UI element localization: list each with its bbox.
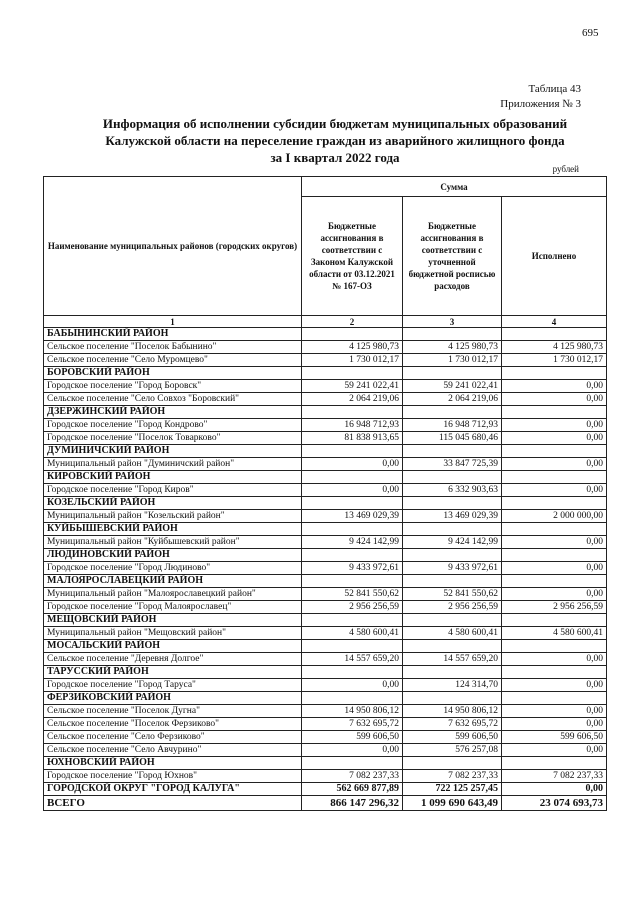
district-name: ДУМИНИЧСКИЙ РАЙОН bbox=[44, 445, 302, 458]
municipality-row bbox=[44, 627, 607, 640]
district-empty-cell bbox=[302, 692, 403, 705]
executed-amount: 0,00 bbox=[502, 562, 607, 575]
municipality-row bbox=[44, 458, 607, 471]
header-plan-column: Бюджетные ассигнования в соответствии с уточненной бюджетной росписью расходов bbox=[403, 197, 502, 316]
district-empty-cell bbox=[302, 367, 403, 380]
table-label: Таблица 43 bbox=[528, 83, 581, 95]
executed-amount: 0,00 bbox=[502, 380, 607, 393]
total-plan-amount: 1 099 690 643,49 bbox=[403, 796, 502, 811]
district-header-row bbox=[44, 367, 607, 380]
executed-amount: 0,00 bbox=[502, 653, 607, 666]
district-empty-cell bbox=[302, 445, 403, 458]
district-empty-cell bbox=[502, 406, 607, 419]
district-empty-cell bbox=[302, 666, 403, 679]
district-name: ДЗЕРЖИНСКИЙ РАЙОН bbox=[44, 406, 302, 419]
municipality-name: Городское поселение "Поселок Товарково" bbox=[44, 432, 302, 445]
municipality-row bbox=[44, 354, 607, 367]
plan-amount: 14 950 806,12 bbox=[403, 705, 502, 718]
executed-amount: 0,00 bbox=[502, 419, 607, 432]
district-header-row bbox=[44, 523, 607, 536]
district-empty-cell bbox=[403, 692, 502, 705]
law-amount: 52 841 550,62 bbox=[302, 588, 403, 601]
total-law-amount: 866 147 296,32 bbox=[302, 796, 403, 811]
executed-amount: 4 580 600,41 bbox=[502, 627, 607, 640]
law-amount: 4 125 980,73 bbox=[302, 341, 403, 354]
law-amount: 0,00 bbox=[302, 679, 403, 692]
district-empty-cell bbox=[302, 614, 403, 627]
header-law-column: Бюджетные ассигнования в соответствии с Законом Калужской области от 03.12.2021 № 167-ОЗ bbox=[302, 197, 403, 316]
district-empty-cell bbox=[403, 445, 502, 458]
municipality-row bbox=[44, 744, 607, 757]
plan-amount: 1 730 012,17 bbox=[403, 354, 502, 367]
district-empty-cell bbox=[403, 757, 502, 770]
header-number: 3 bbox=[403, 316, 502, 328]
document-title bbox=[70, 115, 600, 166]
executed-amount: 4 125 980,73 bbox=[502, 341, 607, 354]
district-empty-cell bbox=[403, 640, 502, 653]
district-header-row bbox=[44, 575, 607, 588]
plan-amount: 2 064 219,06 bbox=[403, 393, 502, 406]
municipality-name: Городское поселение "Город Таруса" bbox=[44, 679, 302, 692]
district-empty-cell bbox=[403, 614, 502, 627]
plan-amount: 9 433 972,61 bbox=[403, 562, 502, 575]
table-reference bbox=[500, 82, 581, 112]
municipality-name: Сельское поселение "Поселок Бабынино" bbox=[44, 341, 302, 354]
executed-amount: 2 956 256,59 bbox=[502, 601, 607, 614]
municipality-name: Муниципальный район "Козельский район" bbox=[44, 510, 302, 523]
district-empty-cell bbox=[403, 471, 502, 484]
plan-amount: 33 847 725,39 bbox=[403, 458, 502, 471]
district-name: МЕЩОВСКИЙ РАЙОН bbox=[44, 614, 302, 627]
law-amount: 0,00 bbox=[302, 484, 403, 497]
law-amount: 9 433 972,61 bbox=[302, 562, 403, 575]
district-empty-cell bbox=[403, 367, 502, 380]
district-empty-cell bbox=[302, 328, 403, 341]
municipality-row bbox=[44, 601, 607, 614]
executed-amount: 1 730 012,17 bbox=[502, 354, 607, 367]
law-amount: 59 241 022,41 bbox=[302, 380, 403, 393]
plan-amount: 52 841 550,62 bbox=[403, 588, 502, 601]
district-empty-cell bbox=[502, 445, 607, 458]
district-empty-cell bbox=[302, 406, 403, 419]
title-line: за I квартал 2022 года bbox=[270, 150, 400, 165]
district-header-row bbox=[44, 757, 607, 770]
district-empty-cell bbox=[302, 575, 403, 588]
district-name: ЛЮДИНОВСКИЙ РАЙОН bbox=[44, 549, 302, 562]
district-empty-cell bbox=[502, 666, 607, 679]
municipality-name: Муниципальный район "Мещовский район" bbox=[44, 627, 302, 640]
plan-amount: 599 606,50 bbox=[403, 731, 502, 744]
district-header-row bbox=[44, 497, 607, 510]
municipality-row bbox=[44, 536, 607, 549]
plan-amount: 4 125 980,73 bbox=[403, 341, 502, 354]
district-empty-cell bbox=[403, 328, 502, 341]
law-amount: 16 948 712,93 bbox=[302, 419, 403, 432]
municipality-name: Городское поселение "Город Боровск" bbox=[44, 380, 302, 393]
plan-amount: 6 332 903,63 bbox=[403, 484, 502, 497]
municipality-row bbox=[44, 653, 607, 666]
district-empty-cell bbox=[502, 614, 607, 627]
executed-amount: 2 000 000,00 bbox=[502, 510, 607, 523]
law-amount: 2 956 256,59 bbox=[302, 601, 403, 614]
law-amount: 4 580 600,41 bbox=[302, 627, 403, 640]
kaluga-row bbox=[44, 783, 607, 796]
header-number: 4 bbox=[502, 316, 607, 328]
law-amount: 13 469 029,39 bbox=[302, 510, 403, 523]
plan-amount: 13 469 029,39 bbox=[403, 510, 502, 523]
municipality-row bbox=[44, 484, 607, 497]
district-empty-cell bbox=[502, 328, 607, 341]
municipality-row bbox=[44, 731, 607, 744]
law-amount: 599 606,50 bbox=[302, 731, 403, 744]
executed-amount: 0,00 bbox=[502, 744, 607, 757]
district-empty-cell bbox=[302, 757, 403, 770]
municipality-row bbox=[44, 341, 607, 354]
district-header-row bbox=[44, 471, 607, 484]
municipality-name: Городское поселение "Город Людиново" bbox=[44, 562, 302, 575]
total-label: ВСЕГО bbox=[44, 796, 302, 811]
district-empty-cell bbox=[502, 367, 607, 380]
district-empty-cell bbox=[502, 575, 607, 588]
municipality-name: Сельское поселение "Село Авчурино" bbox=[44, 744, 302, 757]
district-empty-cell bbox=[502, 757, 607, 770]
municipality-name: Городское поселение "Город Кондрово" bbox=[44, 419, 302, 432]
executed-amount: 599 606,50 bbox=[502, 731, 607, 744]
plan-amount: 4 580 600,41 bbox=[403, 627, 502, 640]
municipality-row bbox=[44, 510, 607, 523]
plan-amount: 124 314,70 bbox=[403, 679, 502, 692]
district-empty-cell bbox=[502, 640, 607, 653]
plan-amount: 2 956 256,59 bbox=[403, 601, 502, 614]
district-header-row bbox=[44, 549, 607, 562]
municipality-row bbox=[44, 419, 607, 432]
district-name: КУЙБЫШЕВСКИЙ РАЙОН bbox=[44, 523, 302, 536]
district-empty-cell bbox=[403, 575, 502, 588]
law-amount: 7 632 695,72 bbox=[302, 718, 403, 731]
municipality-name: Городское поселение "Город Юхнов" bbox=[44, 770, 302, 783]
municipality-name: Городское поселение "Город Киров" bbox=[44, 484, 302, 497]
plan-amount: 7 632 695,72 bbox=[403, 718, 502, 731]
total-executed-amount: 23 074 693,73 bbox=[502, 796, 607, 811]
law-amount: 81 838 913,65 bbox=[302, 432, 403, 445]
municipality-name: Сельское поселение "Село Ферзиково" bbox=[44, 731, 302, 744]
district-name: ЮХНОВСКИЙ РАЙОН bbox=[44, 757, 302, 770]
municipality-name: Сельское поселение "Поселок Дугна" bbox=[44, 705, 302, 718]
district-empty-cell bbox=[302, 471, 403, 484]
plan-amount: 9 424 142,99 bbox=[403, 536, 502, 549]
plan-amount: 14 557 659,20 bbox=[403, 653, 502, 666]
municipality-name: Муниципальный район "Куйбышевский район" bbox=[44, 536, 302, 549]
district-name: КИРОВСКИЙ РАЙОН bbox=[44, 471, 302, 484]
plan-amount: 59 241 022,41 bbox=[403, 380, 502, 393]
executed-amount: 0,00 bbox=[502, 458, 607, 471]
executed-amount: 0,00 bbox=[502, 432, 607, 445]
municipality-row bbox=[44, 718, 607, 731]
district-empty-cell bbox=[403, 497, 502, 510]
district-header-row bbox=[44, 640, 607, 653]
executed-amount: 0,00 bbox=[502, 484, 607, 497]
district-name: БАБЫНИНСКИЙ РАЙОН bbox=[44, 328, 302, 341]
header-done-column: Исполнено bbox=[502, 197, 607, 316]
district-empty-cell bbox=[502, 692, 607, 705]
district-empty-cell bbox=[302, 549, 403, 562]
district-name: ТАРУССКИЙ РАЙОН bbox=[44, 666, 302, 679]
district-header-row bbox=[44, 328, 607, 341]
executed-amount: 0,00 bbox=[502, 679, 607, 692]
district-empty-cell bbox=[302, 640, 403, 653]
municipality-name: Муниципальный район "Малоярославецкий район" bbox=[44, 588, 302, 601]
municipality-name: Сельское поселение "Деревня Долгое" bbox=[44, 653, 302, 666]
header-name-column: Наименование муниципальных районов (городских округов) bbox=[44, 177, 302, 316]
executed-amount: 7 082 237,33 bbox=[502, 770, 607, 783]
municipality-row bbox=[44, 380, 607, 393]
appendix-label: Приложения № 3 bbox=[500, 98, 581, 110]
municipality-row bbox=[44, 679, 607, 692]
executed-amount: 0,00 bbox=[502, 588, 607, 601]
district-empty-cell bbox=[403, 549, 502, 562]
district-empty-cell bbox=[502, 549, 607, 562]
district-header-row bbox=[44, 614, 607, 627]
district-empty-cell bbox=[403, 666, 502, 679]
district-name: ФЕРЗИКОВСКИЙ РАЙОН bbox=[44, 692, 302, 705]
executed-amount: 0,00 bbox=[502, 718, 607, 731]
table-body bbox=[44, 328, 607, 811]
executed-amount: 0,00 bbox=[502, 393, 607, 406]
plan-amount: 115 045 680,46 bbox=[403, 432, 502, 445]
district-header-row bbox=[44, 445, 607, 458]
district-name: МОСАЛЬСКИЙ РАЙОН bbox=[44, 640, 302, 653]
district-name: БОРОВСКИЙ РАЙОН bbox=[44, 367, 302, 380]
district-empty-cell bbox=[302, 497, 403, 510]
municipality-row bbox=[44, 588, 607, 601]
law-amount: 14 950 806,12 bbox=[302, 705, 403, 718]
title-line: Калужской области на переселение граждан из аварийного жилищного фонда bbox=[105, 133, 565, 148]
plan-amount: 7 082 237,33 bbox=[403, 770, 502, 783]
header-number: 1 bbox=[44, 316, 302, 328]
plan-amount: 16 948 712,93 bbox=[403, 419, 502, 432]
municipality-row bbox=[44, 432, 607, 445]
district-empty-cell bbox=[502, 471, 607, 484]
district-header-row bbox=[44, 692, 607, 705]
district-empty-cell bbox=[502, 523, 607, 536]
district-empty-cell bbox=[302, 523, 403, 536]
municipality-name: Муниципальный район "Думиничский район" bbox=[44, 458, 302, 471]
district-name: КОЗЕЛЬСКИЙ РАЙОН bbox=[44, 497, 302, 510]
district-empty-cell bbox=[403, 406, 502, 419]
district-header-row bbox=[44, 666, 607, 679]
municipality-name: Сельское поселение "Село Совхоз "Боровский" bbox=[44, 393, 302, 406]
law-amount: 14 557 659,20 bbox=[302, 653, 403, 666]
kaluga-name: ГОРОДСКОЙ ОКРУГ "ГОРОД КАЛУГА" bbox=[44, 783, 302, 796]
municipality-name: Городское поселение "Город Малоярославец" bbox=[44, 601, 302, 614]
municipality-row bbox=[44, 705, 607, 718]
municipality-row bbox=[44, 562, 607, 575]
municipality-name: Сельское поселение "Поселок Ферзиково" bbox=[44, 718, 302, 731]
law-amount: 7 082 237,33 bbox=[302, 770, 403, 783]
executed-amount: 0,00 bbox=[502, 536, 607, 549]
plan-amount: 722 125 257,45 bbox=[403, 783, 502, 796]
units-label: рублей bbox=[552, 164, 579, 174]
plan-amount: 576 257,08 bbox=[403, 744, 502, 757]
district-header-row bbox=[44, 406, 607, 419]
header-sum-group: Сумма bbox=[302, 177, 607, 197]
executed-amount: 0,00 bbox=[502, 705, 607, 718]
law-amount: 2 064 219,06 bbox=[302, 393, 403, 406]
district-empty-cell bbox=[403, 523, 502, 536]
law-amount: 562 669 877,89 bbox=[302, 783, 403, 796]
subsidy-table bbox=[43, 176, 607, 811]
title-line: Информация об исполнении субсидии бюджетам муниципальных образований bbox=[102, 116, 568, 131]
district-empty-cell bbox=[502, 497, 607, 510]
law-amount: 0,00 bbox=[302, 458, 403, 471]
law-amount: 9 424 142,99 bbox=[302, 536, 403, 549]
law-amount: 1 730 012,17 bbox=[302, 354, 403, 367]
page-number: 695 bbox=[582, 27, 599, 39]
law-amount: 0,00 bbox=[302, 744, 403, 757]
municipality-row bbox=[44, 770, 607, 783]
executed-amount: 0,00 bbox=[502, 783, 607, 796]
municipality-row bbox=[44, 393, 607, 406]
header-number: 2 bbox=[302, 316, 403, 328]
total-row bbox=[44, 796, 607, 811]
municipality-name: Сельское поселение "Село Муромцево" bbox=[44, 354, 302, 367]
district-name: МАЛОЯРОСЛАВЕЦКИЙ РАЙОН bbox=[44, 575, 302, 588]
